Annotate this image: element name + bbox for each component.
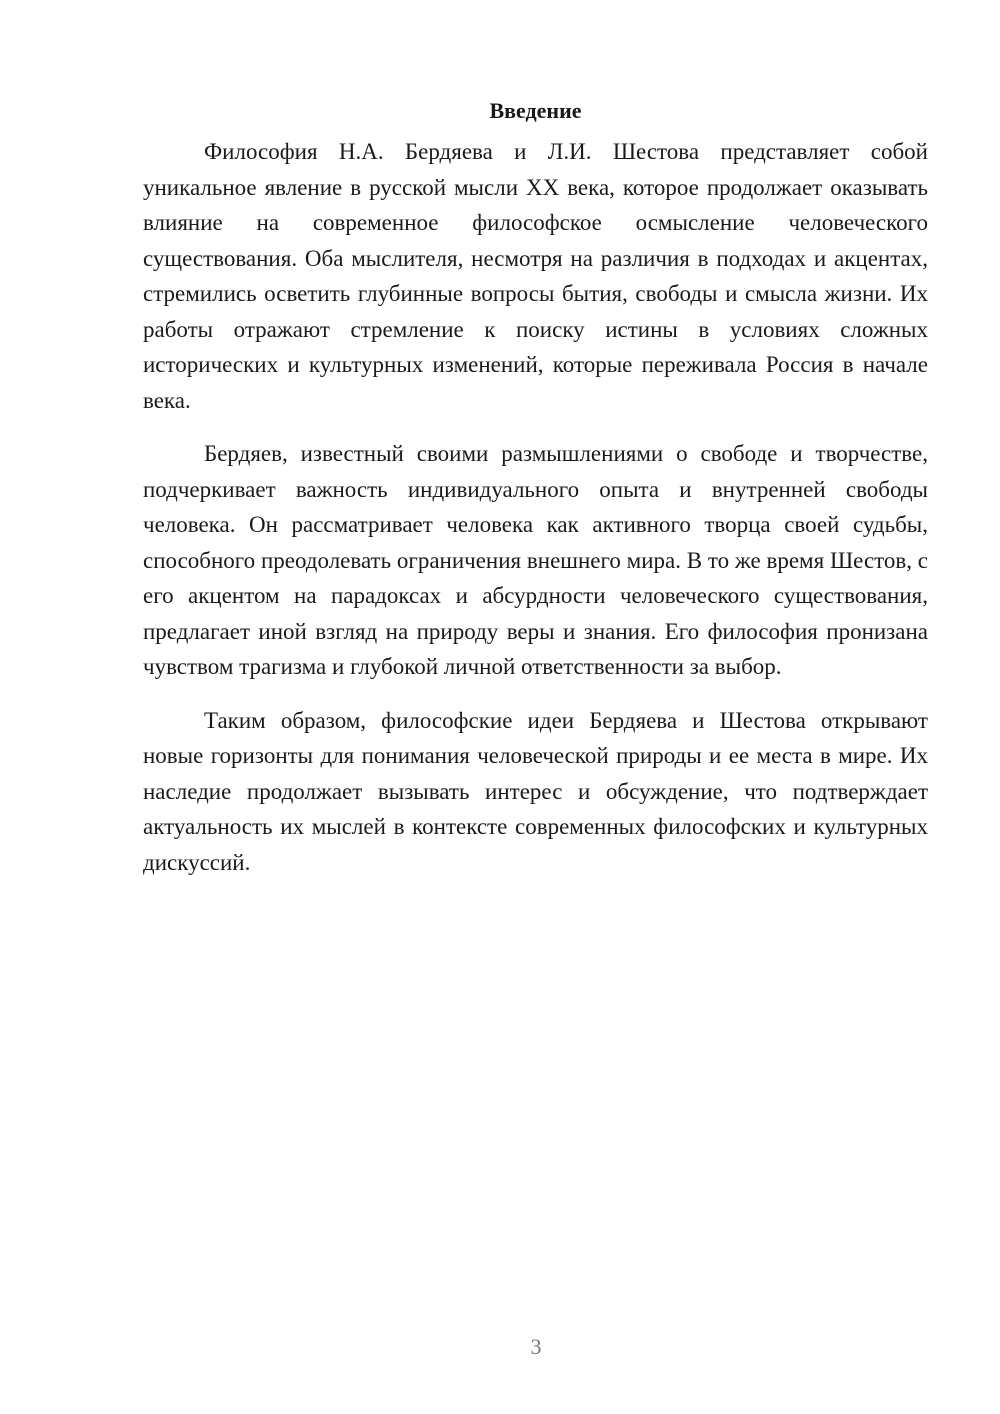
page-number: 3 <box>530 1334 542 1359</box>
page-content <box>143 96 928 898</box>
paragraph-1: Философия Н.А. Бердяева и Л.И. Шестова представляет собой уникальное явление в русской мысли XX века, которое продолжает оказывать влияние на современное философское осмысление человеческого существования. Оба мыслителя, несмотря на различия в подходах и акцентах, стремились осветить глубинные вопросы бытия, свободы и смысла жизни. Их работы отражают стремление к поиску истины в условиях сложных исторических и культурных изменений, которые переживала Россия в начале века. <box>143 139 928 413</box>
paragraph-2: Бердяев, известный своими размышлениями о свободе и творчестве, подчеркивает важность индивидуального опыта и внутренней свободы человека. Он рассматривает человека как активного творца своей судьбы, способного преодолевать ограничения внешнего мира. В то же время Шестов, с его акцентом на парадоксах и абсурдности человеческого существования, предлагает иной взгляд на природу веры и знания. Его философия пронизана чувством трагизма и глубокой личной ответственности за выбор. <box>143 441 928 679</box>
paragraph-3: Таким образом, философские идеи Бердяева и Шестова открывают новые горизонты для понимания человеческой природы и ее места в мире. Их наследие продолжает вызывать интерес и обсуждение, что подтверждает актуальность их мыслей в контексте современных философских и культурных дискуссий. <box>143 707 928 875</box>
section-heading: Введение <box>489 98 582 123</box>
